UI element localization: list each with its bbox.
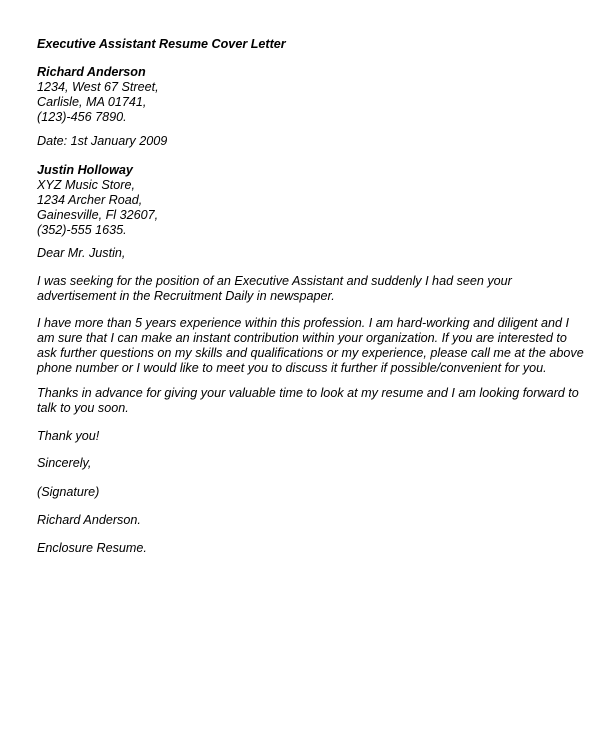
signed-name: Richard Anderson.: [37, 513, 141, 527]
paragraph-2: [37, 316, 584, 376]
sender-name: Richard Anderson: [37, 65, 146, 79]
paragraph-line: phone number or I would like to meet you to discuss it further if possible/convenient for you.: [37, 361, 547, 375]
date-block: [37, 134, 577, 149]
sender-address-line: 1234, West 67 Street,: [37, 80, 159, 94]
paragraph-3: [37, 386, 577, 416]
recipient-address-line: Gainesville, Fl 32607,: [37, 208, 159, 222]
letter-date: Date: 1st January 2009: [37, 134, 168, 148]
sender-address-line: Carlisle, MA 01741,: [37, 95, 147, 109]
sender-block: [37, 65, 577, 125]
recipient-phone: (352)-555 1635.: [37, 223, 127, 237]
enclosure-block: [37, 541, 577, 556]
signature-block: [37, 485, 577, 500]
thanks-block: [37, 429, 577, 444]
recipient-block: [37, 163, 577, 238]
paragraph-1: [37, 274, 577, 304]
closing-line: Sincerely,: [37, 456, 92, 470]
salutation-block: [37, 246, 577, 261]
recipient-address-line: XYZ Music Store,: [37, 178, 135, 192]
thank-you-line: Thank you!: [37, 429, 100, 443]
paragraph-line: I have more than 5 years experience within this profession. I am hard-working and diligent and I: [37, 316, 570, 330]
letter-title: [37, 37, 577, 52]
paragraph-line: advertisement in the Recruitment Daily in newspaper.: [37, 289, 335, 303]
signature-placeholder: (Signature): [37, 485, 100, 499]
paragraph-line: ask further questions on my skills and qualifications or my experience, please call me at the above: [37, 346, 584, 360]
signed-name-block: [37, 513, 577, 528]
recipient-address-line: 1234 Archer Road,: [37, 193, 143, 207]
enclosure-note: Enclosure Resume.: [37, 541, 147, 555]
paragraph-line: am sure that I can make an instant contribution within your organization. If you are interested to: [37, 331, 567, 345]
salutation: Dear Mr. Justin,: [37, 246, 126, 260]
recipient-name: Justin Holloway: [37, 163, 133, 177]
closing-block: [37, 456, 577, 471]
sender-phone: (123)-456 7890.: [37, 110, 127, 124]
paragraph-line: Thanks in advance for giving your valuable time to look at my resume and I am looking forward to: [37, 386, 579, 400]
paragraph-line: talk to you soon.: [37, 401, 129, 415]
paragraph-line: I was seeking for the position of an Executive Assistant and suddenly I had seen your: [37, 274, 512, 288]
letter-title-text: Executive Assistant Resume Cover Letter: [37, 37, 286, 51]
